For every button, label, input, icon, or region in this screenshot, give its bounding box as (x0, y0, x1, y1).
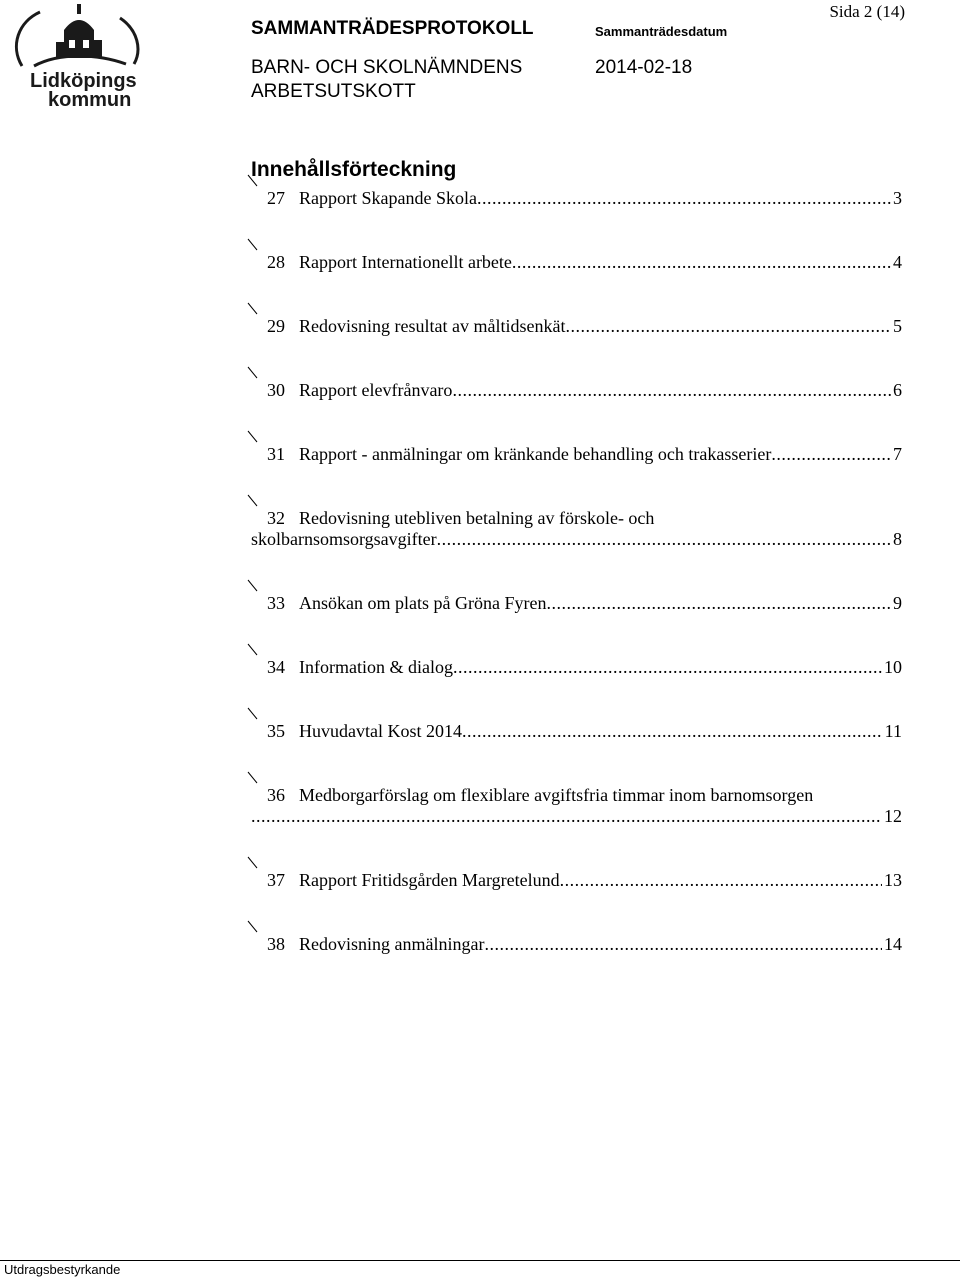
logo-text-line2: kommun (48, 89, 132, 111)
section-mark-icon (247, 494, 259, 508)
toc-entry-title: Redovisning resultat av måltidsenkät (299, 316, 566, 336)
toc-entry-number: 36 (267, 785, 285, 805)
toc-entry[interactable] (251, 252, 902, 273)
leader-dots (565, 316, 891, 337)
toc-entry-number: 32 (267, 508, 285, 528)
leader-dots (452, 380, 891, 401)
toc-entry[interactable] (251, 188, 902, 209)
logo-text-line1: Lidköpings (30, 70, 137, 92)
toc-entry-number: 38 (267, 934, 285, 954)
section-mark-icon (247, 238, 259, 252)
section-mark-icon (247, 920, 259, 934)
toc-entry-title: Redovisning anmälningar (299, 934, 485, 954)
toc-entry[interactable] (251, 593, 902, 614)
page-number: Sida 2 (14) (829, 2, 905, 21)
toc-entry-page: 10 (884, 657, 902, 677)
toc-entry-page: 3 (893, 188, 902, 208)
toc-entry-page: 6 (893, 380, 902, 400)
toc-entry-title: Information & dialog (299, 657, 453, 677)
leader-dots (512, 252, 891, 273)
committee-name-line2: ARBETSUTSKOTT (251, 81, 416, 102)
section-mark-icon (247, 643, 259, 657)
toc-entry[interactable] (251, 721, 902, 742)
toc-entry[interactable] (251, 657, 902, 678)
toc-entry[interactable] (251, 508, 902, 550)
toc-entry-title: Rapport Skapande Skola (299, 188, 477, 208)
leader-dots (771, 444, 891, 465)
toc-entry-title-line1: Redovisning utebliven betalning av förskole- och (299, 508, 655, 528)
toc-entry-number: 37 (267, 870, 285, 890)
committee-name-line1: BARN- OCH SKOLNÄMNDENS (251, 57, 523, 78)
leader-dots (462, 721, 883, 742)
section-mark-icon (247, 430, 259, 444)
toc-entry-page: 5 (893, 316, 902, 336)
toc-heading: Innehållsförteckning (251, 158, 457, 181)
toc-entry-title: Rapport Fritidsgården Margretelund (299, 870, 560, 890)
toc-entry-title: Rapport elevfrånvaro (299, 380, 453, 400)
table-of-contents (251, 188, 902, 998)
meeting-date: 2014-02-18 (595, 57, 693, 78)
toc-entry-title: skolbarnsomsorgsavgifter (251, 529, 437, 549)
toc-entry-page: 12 (884, 806, 902, 826)
toc-entry-title: Ansökan om plats på Gröna Fyren (299, 593, 547, 613)
toc-entry-page: 14 (884, 934, 902, 954)
toc-entry-page: 4 (893, 252, 902, 272)
section-mark-icon (247, 856, 259, 870)
section-mark-icon (247, 302, 259, 316)
toc-entry-number: 28 (267, 252, 285, 272)
toc-entry[interactable] (251, 316, 902, 337)
leader-dots (477, 188, 891, 209)
toc-entry-page: 9 (893, 593, 902, 613)
toc-entry-number: 31 (267, 444, 285, 464)
section-mark-icon (247, 174, 259, 188)
toc-entry-title: Rapport Internationellt arbete (299, 252, 512, 272)
toc-entry[interactable] (251, 870, 902, 891)
toc-entry-title: Huvudavtal Kost 2014 (299, 721, 462, 741)
footer-divider (0, 1260, 960, 1261)
document-type: SAMMANTRÄDESPROTOKOLL (251, 18, 534, 39)
section-mark-icon (247, 366, 259, 380)
footer-label: Utdragsbestyrkande (4, 1262, 121, 1277)
leader-dots (484, 934, 882, 955)
section-mark-icon (247, 579, 259, 593)
section-mark-icon (247, 771, 259, 785)
section-mark-icon (247, 707, 259, 721)
toc-entry-number: 30 (267, 380, 285, 400)
toc-entry-page: 7 (893, 444, 902, 464)
leader-dots (437, 529, 891, 550)
leader-dots (560, 870, 882, 891)
leader-dots (251, 806, 882, 827)
toc-entry[interactable] (251, 380, 902, 401)
toc-entry[interactable] (251, 934, 902, 955)
toc-entry-page: 13 (884, 870, 902, 890)
toc-entry[interactable] (251, 444, 902, 465)
toc-entry-title: Rapport - anmälningar om kränkande behandling och trakasserier (299, 444, 772, 464)
date-label: Sammanträdesdatum (595, 24, 728, 39)
toc-entry-number: 33 (267, 593, 285, 613)
castle-icon (56, 4, 102, 58)
leader-dots (453, 657, 882, 678)
toc-entry-number: 34 (267, 657, 285, 677)
toc-entry-page: 8 (893, 529, 902, 549)
toc-entry[interactable] (251, 785, 902, 827)
toc-entry-page: 11 (884, 721, 902, 741)
lidkopings-kommun-logo (0, 0, 160, 112)
leader-dots (546, 593, 891, 614)
toc-entry-number: 27 (267, 188, 285, 208)
toc-entry-number: 35 (267, 721, 285, 741)
toc-entry-number: 29 (267, 316, 285, 336)
toc-entry-title-line1: Medborgarförslag om flexiblare avgiftsfria timmar inom barnomsorgen (299, 785, 814, 805)
